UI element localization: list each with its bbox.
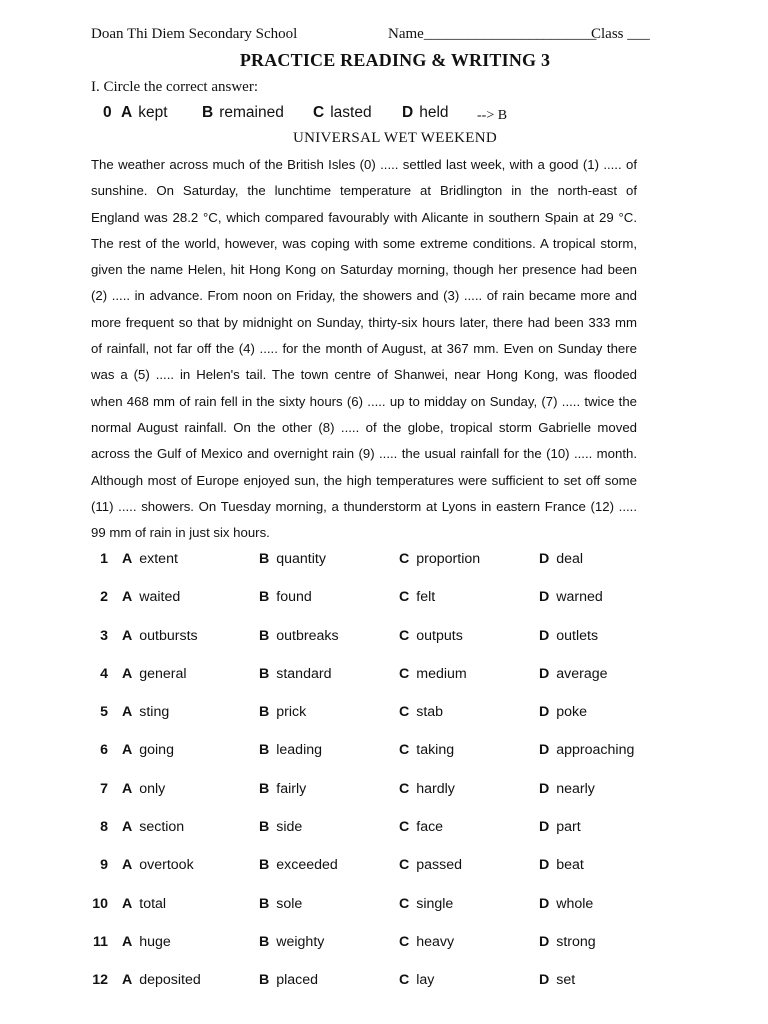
question-number: 2 bbox=[100, 589, 108, 606]
option-b[interactable] bbox=[259, 781, 306, 797]
option-letter: B bbox=[259, 742, 270, 759]
option-c[interactable] bbox=[399, 896, 453, 912]
option-letter: D bbox=[539, 972, 550, 989]
question-number: 7 bbox=[100, 780, 108, 797]
option-letter: D bbox=[539, 857, 550, 874]
option-letter: B bbox=[259, 589, 270, 606]
option-text: sole bbox=[276, 895, 303, 912]
option-d[interactable] bbox=[539, 551, 583, 567]
option-d[interactable] bbox=[539, 896, 593, 912]
passage-line: Although most of Europe enjoyed sun, the high temperatures were sufficient to set off some bbox=[91, 472, 637, 488]
option-c[interactable] bbox=[399, 819, 443, 835]
option-letter: A bbox=[122, 819, 133, 836]
option-c[interactable] bbox=[399, 972, 434, 988]
option-text: taking bbox=[416, 742, 455, 759]
option-c[interactable] bbox=[399, 857, 462, 873]
question-number: 3 bbox=[100, 627, 108, 644]
option-letter: A bbox=[122, 742, 133, 759]
passage-line: of rainfall, not far off the (4) ..... for the month of August, at 367 mm. Even on Sunday there bbox=[91, 341, 637, 357]
option-text: fairly bbox=[276, 780, 307, 797]
option-letter: C bbox=[399, 780, 410, 797]
option-text: side bbox=[276, 819, 303, 836]
passage-line: normal August rainfall. On the other (8) ..... of the globe, tropical storm Gabrielle moved bbox=[91, 419, 637, 435]
option-letter: B bbox=[259, 819, 270, 836]
example-question bbox=[103, 104, 523, 128]
option-text: whole bbox=[556, 895, 594, 912]
option-text: hardly bbox=[416, 780, 455, 797]
option-text: weighty bbox=[276, 933, 325, 950]
option-b[interactable] bbox=[259, 704, 306, 720]
option-letter: A bbox=[122, 857, 133, 874]
option-text: proportion bbox=[416, 551, 481, 567]
option-text: exceeded bbox=[276, 857, 338, 874]
option-text: part bbox=[556, 819, 581, 836]
option-c[interactable] bbox=[399, 628, 463, 644]
question-number: 1 bbox=[100, 551, 108, 567]
option-a[interactable] bbox=[122, 857, 194, 873]
worksheet-header bbox=[91, 26, 691, 46]
option-text: extent bbox=[139, 551, 178, 567]
passage-line: 99 mm of rain in just six hours. bbox=[91, 525, 270, 541]
question-number: 11 bbox=[93, 933, 108, 950]
option-text: standard bbox=[276, 665, 332, 682]
passage-line: was a (5) ..... in Helen's tail. The town centre of Shanwei, near Hong Kong, was flooded bbox=[91, 367, 637, 383]
option-letter: D bbox=[539, 551, 550, 567]
passage-line: when 468 mm of rain fell in the sixty hours (6) ..... up to midday on Sunday, (7) ..... twice the bbox=[91, 393, 637, 409]
option-b[interactable] bbox=[259, 934, 324, 950]
option-b[interactable] bbox=[259, 857, 338, 873]
option-letter: D bbox=[539, 933, 550, 950]
option-a[interactable] bbox=[122, 628, 198, 644]
option-text: leading bbox=[276, 742, 323, 759]
option-a[interactable] bbox=[122, 819, 184, 835]
question-row bbox=[92, 662, 652, 700]
question-row bbox=[92, 892, 652, 930]
section-instruction: I. Circle the correct answer: bbox=[91, 79, 258, 95]
option-letter: B bbox=[259, 933, 270, 950]
passage-line: The weather across much of the British Isles (0) ..... settled last week, with a good (1) ..... of bbox=[91, 157, 637, 172]
option-a[interactable] bbox=[122, 742, 174, 758]
option-letter: B bbox=[259, 780, 270, 797]
passage-title: UNIVERSAL WET WEEKEND bbox=[292, 130, 498, 146]
option-b[interactable] bbox=[259, 742, 322, 758]
option-letter: C bbox=[399, 895, 410, 912]
question-number: 12 bbox=[92, 972, 108, 989]
question-row bbox=[92, 930, 652, 968]
option-text: waited bbox=[139, 589, 181, 606]
option-text: found bbox=[276, 589, 312, 606]
class-field: Class ___ bbox=[591, 26, 650, 42]
option-letter: D bbox=[539, 627, 550, 644]
option-text: quantity bbox=[276, 551, 326, 567]
option-letter: B bbox=[259, 704, 270, 721]
option-letter: A bbox=[122, 665, 133, 682]
option-letter: B bbox=[259, 627, 270, 644]
option-d[interactable] bbox=[539, 742, 634, 758]
option-letter: B bbox=[259, 551, 270, 567]
option-a[interactable] bbox=[122, 896, 166, 912]
option-text: felt bbox=[416, 589, 436, 606]
option-c[interactable] bbox=[399, 589, 435, 605]
option-letter: C bbox=[399, 627, 410, 644]
option-a[interactable] bbox=[122, 781, 165, 797]
option-a[interactable] bbox=[122, 934, 171, 950]
example-number: 0 bbox=[103, 104, 112, 121]
option-c[interactable] bbox=[399, 781, 455, 797]
question-row bbox=[92, 777, 652, 815]
option-b[interactable] bbox=[259, 589, 312, 605]
option-text: outlets bbox=[556, 627, 599, 644]
option-a[interactable] bbox=[122, 551, 178, 567]
option-text: huge bbox=[139, 933, 171, 950]
option-letter: C bbox=[399, 857, 410, 874]
option-text: poke bbox=[556, 704, 588, 721]
question-number: 9 bbox=[100, 857, 108, 874]
option-text: general bbox=[139, 665, 187, 682]
example-option-a: A kept bbox=[121, 104, 168, 121]
option-b[interactable] bbox=[259, 972, 318, 988]
option-d[interactable] bbox=[539, 819, 581, 835]
option-b[interactable] bbox=[259, 819, 302, 835]
option-text: single bbox=[416, 895, 454, 912]
option-text: average bbox=[556, 665, 608, 682]
option-text: prick bbox=[276, 704, 307, 721]
passage-line: (2) ..... in advance. From noon on Friday, the showers and (3) ..... of rain became more and bbox=[91, 288, 637, 304]
option-d[interactable] bbox=[539, 704, 587, 720]
question-number: 5 bbox=[100, 704, 108, 721]
reading-passage bbox=[91, 152, 637, 546]
student-name-field: Name_______________________ bbox=[388, 26, 597, 42]
option-text: section bbox=[139, 819, 185, 836]
option-text: stab bbox=[416, 704, 444, 721]
option-letter: C bbox=[399, 704, 410, 721]
option-text: approaching bbox=[556, 742, 635, 759]
option-b[interactable] bbox=[259, 551, 326, 567]
option-b[interactable] bbox=[259, 628, 339, 644]
option-letter: A bbox=[122, 589, 133, 606]
question-number: 4 bbox=[100, 665, 108, 682]
question-row bbox=[92, 585, 652, 623]
question-row bbox=[92, 700, 652, 738]
option-text: going bbox=[139, 742, 174, 759]
option-letter: D bbox=[539, 819, 550, 836]
option-text: deposited bbox=[139, 972, 201, 989]
passage-line: (11) ..... showers. On Tuesday morning, a thunderstorm at Lyons in eastern France (12) ..... bbox=[91, 498, 637, 514]
example-option-b: B remained bbox=[202, 104, 284, 121]
option-letter: C bbox=[399, 589, 410, 606]
option-text: placed bbox=[276, 972, 319, 989]
question-number: 10 bbox=[92, 895, 108, 912]
option-text: only bbox=[139, 780, 166, 797]
option-letter: A bbox=[122, 972, 133, 989]
option-text: set bbox=[556, 972, 576, 989]
option-letter: C bbox=[399, 933, 410, 950]
example-answer: --> B bbox=[477, 108, 508, 123]
option-text: total bbox=[139, 895, 167, 912]
option-text: face bbox=[416, 819, 444, 836]
option-letter: D bbox=[539, 742, 550, 759]
option-letter: B bbox=[259, 665, 270, 682]
option-b[interactable] bbox=[259, 896, 302, 912]
option-letter: A bbox=[122, 933, 133, 950]
option-letter: B bbox=[259, 895, 270, 912]
school-name: Doan Thi Diem Secondary School bbox=[91, 26, 298, 42]
option-text: medium bbox=[416, 665, 467, 682]
option-letter: A bbox=[122, 551, 133, 567]
option-d[interactable] bbox=[539, 589, 603, 605]
option-letter: A bbox=[122, 895, 133, 912]
option-text: warned bbox=[556, 589, 603, 606]
option-letter: D bbox=[539, 780, 550, 797]
option-a[interactable] bbox=[122, 666, 187, 682]
option-text: lay bbox=[416, 972, 435, 989]
option-letter: A bbox=[122, 627, 133, 644]
option-a[interactable] bbox=[122, 972, 201, 988]
option-d[interactable] bbox=[539, 972, 575, 988]
option-d[interactable] bbox=[539, 666, 608, 682]
option-letter: C bbox=[399, 551, 410, 567]
passage-line: given the name Helen, hit Hong Kong on Saturday morning, though her presence had been bbox=[91, 262, 637, 278]
option-text: passed bbox=[416, 857, 462, 874]
option-text: heavy bbox=[416, 933, 455, 950]
option-c[interactable] bbox=[399, 934, 454, 950]
question-row bbox=[92, 968, 652, 1006]
passage-line: The rest of the world, however, was coping with some extreme conditions. A tropical storm, bbox=[91, 235, 637, 251]
question-row bbox=[92, 624, 652, 662]
worksheet-title: PRACTICE READING & WRITING 3 bbox=[239, 50, 551, 70]
example-option-c: C lasted bbox=[313, 104, 372, 121]
option-d[interactable] bbox=[539, 857, 584, 873]
question-row bbox=[92, 815, 652, 853]
question-row bbox=[92, 547, 652, 585]
option-text: beat bbox=[556, 857, 584, 874]
option-text: nearly bbox=[556, 780, 595, 797]
question-number: 6 bbox=[100, 742, 108, 759]
option-text: outputs bbox=[416, 627, 463, 644]
option-c[interactable] bbox=[399, 742, 454, 758]
option-a[interactable] bbox=[122, 704, 169, 720]
option-d[interactable] bbox=[539, 934, 596, 950]
passage-line: across the Gulf of Mexico and overnight rain (9) ..... the usual rainfall for the (10) ..... month. bbox=[91, 446, 637, 462]
option-a[interactable] bbox=[122, 589, 180, 605]
example-option-d: D held bbox=[402, 104, 449, 121]
option-letter: A bbox=[122, 704, 133, 721]
option-b[interactable] bbox=[259, 666, 331, 682]
passage-line: sunshine. On Saturday, the lunchtime temperature at Bridlington in the north-east of bbox=[91, 183, 637, 199]
option-text: deal bbox=[556, 551, 584, 567]
option-text: outbursts bbox=[139, 627, 198, 644]
question-row bbox=[92, 853, 652, 891]
option-text: overtook bbox=[139, 857, 194, 874]
option-text: strong bbox=[556, 933, 596, 950]
option-c[interactable] bbox=[399, 704, 443, 720]
question-number: 8 bbox=[100, 819, 108, 836]
option-letter: D bbox=[539, 665, 550, 682]
option-c[interactable] bbox=[399, 551, 480, 567]
option-letter: B bbox=[259, 972, 270, 989]
option-letter: B bbox=[259, 857, 270, 874]
option-c[interactable] bbox=[399, 666, 467, 682]
option-letter: C bbox=[399, 665, 410, 682]
option-d[interactable] bbox=[539, 781, 595, 797]
option-letter: A bbox=[122, 780, 133, 797]
option-letter: D bbox=[539, 589, 550, 606]
option-text: sting bbox=[139, 704, 170, 721]
option-letter: D bbox=[539, 895, 550, 912]
option-d[interactable] bbox=[539, 628, 598, 644]
passage-line: England was 28.2 °C, which compared favourably with Alicante in southern Spain at 29 °C. bbox=[91, 209, 637, 225]
question-row bbox=[92, 738, 652, 776]
option-letter: C bbox=[399, 742, 410, 759]
option-text: outbreaks bbox=[276, 627, 339, 644]
passage-line: more frequent so that by midnight on Sunday, thirty-six hours later, there had been 333 mm bbox=[91, 314, 637, 330]
option-letter: D bbox=[539, 704, 550, 721]
option-letter: C bbox=[399, 819, 410, 836]
answer-options-list bbox=[92, 547, 652, 1007]
option-letter: C bbox=[399, 972, 410, 989]
